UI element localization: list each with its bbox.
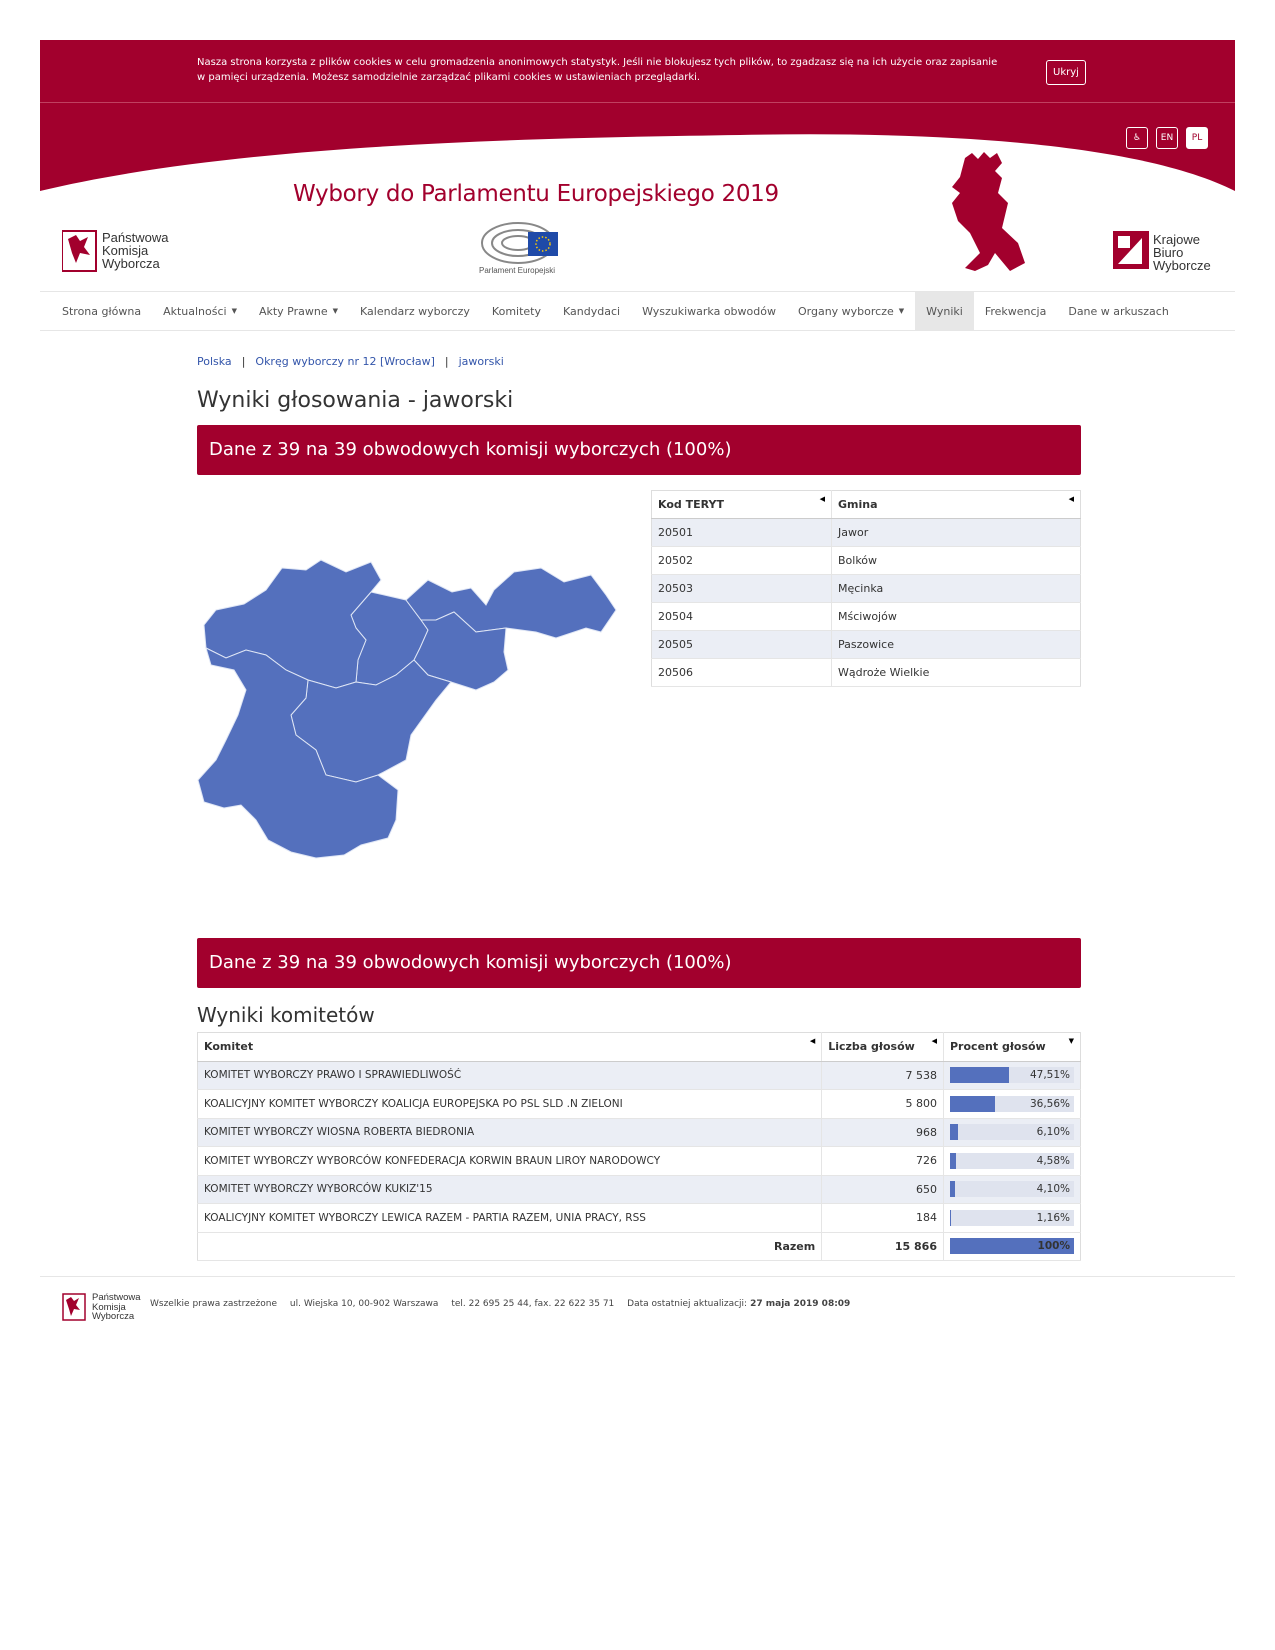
nav-item-home[interactable] bbox=[51, 292, 152, 330]
sort-icon[interactable]: ◀ bbox=[809, 1037, 816, 1045]
percent-label: 36,56% bbox=[1029, 1097, 1070, 1110]
nav-label: Dane w arkuszach bbox=[1068, 304, 1169, 318]
nav-label: Frekwencja bbox=[984, 304, 1047, 318]
column-header-committee[interactable] bbox=[198, 1033, 822, 1062]
nav-label: Komitety bbox=[491, 304, 541, 318]
kbw-line-2: Biuro bbox=[1153, 245, 1184, 260]
percent-bar bbox=[950, 1067, 1074, 1083]
percent-bar bbox=[950, 1181, 1074, 1197]
table-row[interactable] bbox=[652, 659, 1081, 687]
committee-percent-cell bbox=[944, 1175, 1081, 1204]
committee-votes: 7 538 bbox=[822, 1061, 944, 1090]
table-row[interactable] bbox=[652, 603, 1081, 631]
pkw-line-1: Państwowa bbox=[102, 230, 169, 245]
footer-updated-value: 27 maja 2019 08:09 bbox=[750, 1299, 851, 1309]
footer-address: ul. Wiejska 10, 00-902 Warszawa bbox=[289, 1299, 439, 1309]
header-label: Gmina bbox=[838, 498, 878, 511]
percent-bar-fill bbox=[950, 1096, 995, 1112]
pkw-line-3: Wyborcza bbox=[102, 256, 160, 271]
footer bbox=[40, 1276, 1235, 1326]
percent-label: 1,16% bbox=[1036, 1211, 1070, 1224]
teryt-code: 20504 bbox=[652, 603, 832, 631]
column-header-percent[interactable] bbox=[944, 1033, 1081, 1062]
column-header-votes[interactable] bbox=[822, 1033, 944, 1062]
table-row[interactable] bbox=[652, 547, 1081, 575]
total-row bbox=[198, 1232, 1081, 1261]
header-banner bbox=[40, 103, 1235, 291]
nav-item-district-search[interactable] bbox=[631, 292, 787, 330]
header-label: Liczba głosów bbox=[828, 1040, 915, 1054]
total-percent-cell bbox=[944, 1232, 1081, 1261]
percent-bar-fill bbox=[950, 1067, 1009, 1083]
lang-en-button[interactable]: EN bbox=[1156, 127, 1178, 149]
teryt-code: 20502 bbox=[652, 547, 832, 575]
table-row[interactable] bbox=[198, 1118, 1081, 1147]
table-row[interactable] bbox=[652, 575, 1081, 603]
gmina-name[interactable]: Paszowice bbox=[832, 631, 1081, 659]
nav-label: Organy wyborcze bbox=[797, 304, 894, 318]
footer-rights: Wszelkie prawa zastrzeżone bbox=[150, 1299, 278, 1309]
percent-bar-fill bbox=[950, 1124, 958, 1140]
accessibility-icon[interactable]: ♿ bbox=[1126, 127, 1148, 149]
nav-item-turnout[interactable] bbox=[974, 292, 1058, 330]
header-label: Komitet bbox=[204, 1040, 254, 1054]
percent-label: 4,10% bbox=[1036, 1183, 1070, 1196]
percent-bar-fill bbox=[950, 1181, 955, 1197]
municipalities-table bbox=[651, 490, 1081, 687]
committee-votes: 726 bbox=[822, 1147, 944, 1176]
ep-label: Parlament Europejski bbox=[479, 266, 556, 275]
gmina-name[interactable]: Męcinka bbox=[832, 575, 1081, 603]
committee-name[interactable]: KOMITET WYBORCZY WIOSNA ROBERTA BIEDRONIA bbox=[198, 1118, 822, 1147]
committees-results-table bbox=[197, 1032, 1081, 1261]
nav-item-calendar[interactable] bbox=[349, 292, 481, 330]
table-row[interactable] bbox=[652, 519, 1081, 547]
percent-bar bbox=[950, 1124, 1074, 1140]
cookie-hide-button[interactable]: Ukryj bbox=[1046, 60, 1086, 85]
breadcrumb-separator: | bbox=[444, 355, 449, 368]
table-row[interactable] bbox=[198, 1175, 1081, 1204]
total-votes: 15 866 bbox=[822, 1232, 944, 1261]
sort-icon[interactable]: ◀ bbox=[819, 495, 825, 503]
committee-votes: 184 bbox=[822, 1204, 944, 1233]
footer-phone: tel. 22 695 25 44, fax. 22 622 35 71 bbox=[451, 1299, 615, 1309]
footer-info bbox=[150, 1299, 850, 1309]
nav-item-spreadsheets[interactable] bbox=[1057, 292, 1179, 330]
percent-label: 47,51% bbox=[1029, 1069, 1070, 1082]
data-coverage-banner: Dane z 39 na 39 obwodowych komisji wyborczych (100%) bbox=[197, 425, 1081, 475]
committee-name[interactable]: KOALICYJNY KOMITET WYBORCZY KOALICJA EUROPEJSKA PO PSL SLD .N ZIELONI bbox=[198, 1090, 822, 1119]
percent-bar-fill bbox=[950, 1210, 951, 1226]
percent-label: 6,10% bbox=[1036, 1126, 1070, 1139]
percent-bar bbox=[950, 1096, 1074, 1112]
page-title: Wyniki głosowania - jaworski bbox=[197, 388, 514, 413]
pkw-line-2: Komisja bbox=[102, 243, 149, 258]
nav-item-committees[interactable] bbox=[481, 292, 552, 330]
committee-name[interactable]: KOMITET WYBORCZY PRAWO I SPRAWIEDLIWOŚĆ bbox=[198, 1061, 822, 1090]
kbw-logo-icon[interactable] bbox=[1112, 230, 1150, 270]
breadcrumb-county[interactable]: jaworski bbox=[458, 355, 504, 368]
nav-label: Strona główna bbox=[62, 304, 142, 318]
committee-percent-cell bbox=[944, 1147, 1081, 1176]
sort-icon[interactable]: ◀ bbox=[1068, 495, 1074, 503]
percent-bar-fill bbox=[950, 1153, 956, 1169]
nav-label: Aktualności bbox=[163, 304, 227, 318]
pkw-footer-name bbox=[92, 1293, 141, 1322]
table-row[interactable] bbox=[198, 1090, 1081, 1119]
nav-label: Kalendarz wyborczy bbox=[360, 304, 470, 318]
nav-label: Kandydaci bbox=[563, 304, 621, 318]
nav-item-results[interactable] bbox=[915, 292, 974, 330]
breadcrumb bbox=[197, 355, 1081, 368]
caret-down-icon: ▼ bbox=[898, 307, 905, 315]
committee-name[interactable]: KOMITET WYBORCZY WYBORCÓW KONFEDERACJA KORWIN BRAUN LIROY NARODOWCY bbox=[198, 1147, 822, 1176]
pkw-name bbox=[102, 231, 168, 270]
committee-name[interactable]: KOMITET WYBORCZY WYBORCÓW KUKIZ'15 bbox=[198, 1175, 822, 1204]
committees-title: Wyniki komitetów bbox=[197, 1003, 375, 1027]
gmina-name[interactable]: Mściwojów bbox=[832, 603, 1081, 631]
percent-bar bbox=[950, 1238, 1074, 1254]
pkw-line-1: Państwowa bbox=[92, 1292, 141, 1303]
breadcrumb-separator: | bbox=[241, 355, 246, 368]
cookie-bar bbox=[40, 40, 1235, 103]
main-nav bbox=[40, 291, 1235, 331]
committee-votes: 5 800 bbox=[822, 1090, 944, 1119]
gmina-name[interactable]: Bolków bbox=[832, 547, 1081, 575]
column-header-gmina[interactable] bbox=[832, 491, 1081, 519]
percent-label: 4,58% bbox=[1036, 1154, 1070, 1167]
data-coverage-banner-2: Dane z 39 na 39 obwodowych komisji wyborczych (100%) bbox=[197, 938, 1081, 988]
lang-pl-button[interactable]: PL bbox=[1186, 127, 1208, 149]
teryt-code: 20503 bbox=[652, 575, 832, 603]
committee-name[interactable]: KOALICYJNY KOMITET WYBORCZY LEWICA RAZEM - PARTIA RAZEM, UNIA PRACY, RSS bbox=[198, 1204, 822, 1233]
percent-bar bbox=[950, 1210, 1074, 1226]
teryt-code: 20505 bbox=[652, 631, 832, 659]
nav-item-legal-acts[interactable] bbox=[248, 292, 349, 330]
nav-label: Akty Prawne bbox=[258, 304, 328, 318]
gmina-name[interactable]: Wądroże Wielkie bbox=[832, 659, 1081, 687]
table-row[interactable] bbox=[198, 1204, 1081, 1233]
pkw-line-2: Komisja bbox=[92, 1301, 126, 1313]
committee-votes: 968 bbox=[822, 1118, 944, 1147]
committee-percent-cell bbox=[944, 1090, 1081, 1119]
percent-bar bbox=[950, 1153, 1074, 1169]
footer-updated-label: Data ostatniej aktualizacji: bbox=[627, 1299, 748, 1309]
committee-percent-cell bbox=[944, 1118, 1081, 1147]
committee-percent-cell bbox=[944, 1061, 1081, 1090]
kbw-name bbox=[1153, 233, 1211, 272]
committee-percent-cell bbox=[944, 1204, 1081, 1233]
nav-label: Wyniki bbox=[926, 304, 963, 318]
table-row[interactable] bbox=[652, 631, 1081, 659]
breadcrumb-district[interactable]: Okręg wyborczy nr 12 [Wrocław] bbox=[255, 355, 435, 368]
committee-votes: 650 bbox=[822, 1175, 944, 1204]
page-main-title: Wybory do Parlamentu Europejskiego 2019 bbox=[293, 181, 779, 207]
teryt-code: 20501 bbox=[652, 519, 832, 547]
teryt-code: 20506 bbox=[652, 659, 832, 687]
column-header-teryt[interactable] bbox=[652, 491, 832, 519]
pkw-line-3: Wyborcza bbox=[92, 1311, 135, 1322]
pkw-footer-logo-icon bbox=[62, 1293, 88, 1321]
cookie-text: Nasza strona korzysta z plików cookies w celu gromadzenia anonimowych statystyk. Jeśli nie blokujesz tych plików, to zgadzasz się na ich użycie oraz zapisanie w pamięci urządzenia. Możesz samodzielnie zarządzać plikami cookies w ustawieniach przeglądarki. bbox=[197, 57, 998, 83]
breadcrumb-poland[interactable]: Polska bbox=[197, 355, 232, 368]
kbw-line-3: Wyborcze bbox=[1153, 258, 1211, 273]
table-row[interactable] bbox=[198, 1061, 1081, 1090]
caret-down-icon: ▼ bbox=[332, 307, 339, 315]
sort-icon[interactable]: ◀ bbox=[931, 1037, 937, 1045]
county-map bbox=[196, 520, 631, 892]
nav-item-candidates[interactable] bbox=[552, 292, 631, 330]
total-label: Razem bbox=[198, 1232, 822, 1261]
header-label: Kod TERYT bbox=[658, 498, 724, 511]
nav-label: Wyszukiwarka obwodów bbox=[642, 304, 776, 318]
percent-label: 100% bbox=[1037, 1240, 1070, 1253]
table-row[interactable] bbox=[198, 1147, 1081, 1176]
sort-desc-icon[interactable]: ▼ bbox=[1068, 1037, 1074, 1045]
nav-item-news[interactable] bbox=[152, 292, 248, 330]
nav-item-electoral-bodies[interactable] bbox=[787, 292, 915, 330]
caret-down-icon: ▼ bbox=[231, 307, 237, 315]
kbw-line-1: Krajowe bbox=[1153, 232, 1200, 247]
gmina-name[interactable]: Jawor bbox=[832, 519, 1081, 547]
header-label: Procent głosów bbox=[950, 1040, 1046, 1054]
